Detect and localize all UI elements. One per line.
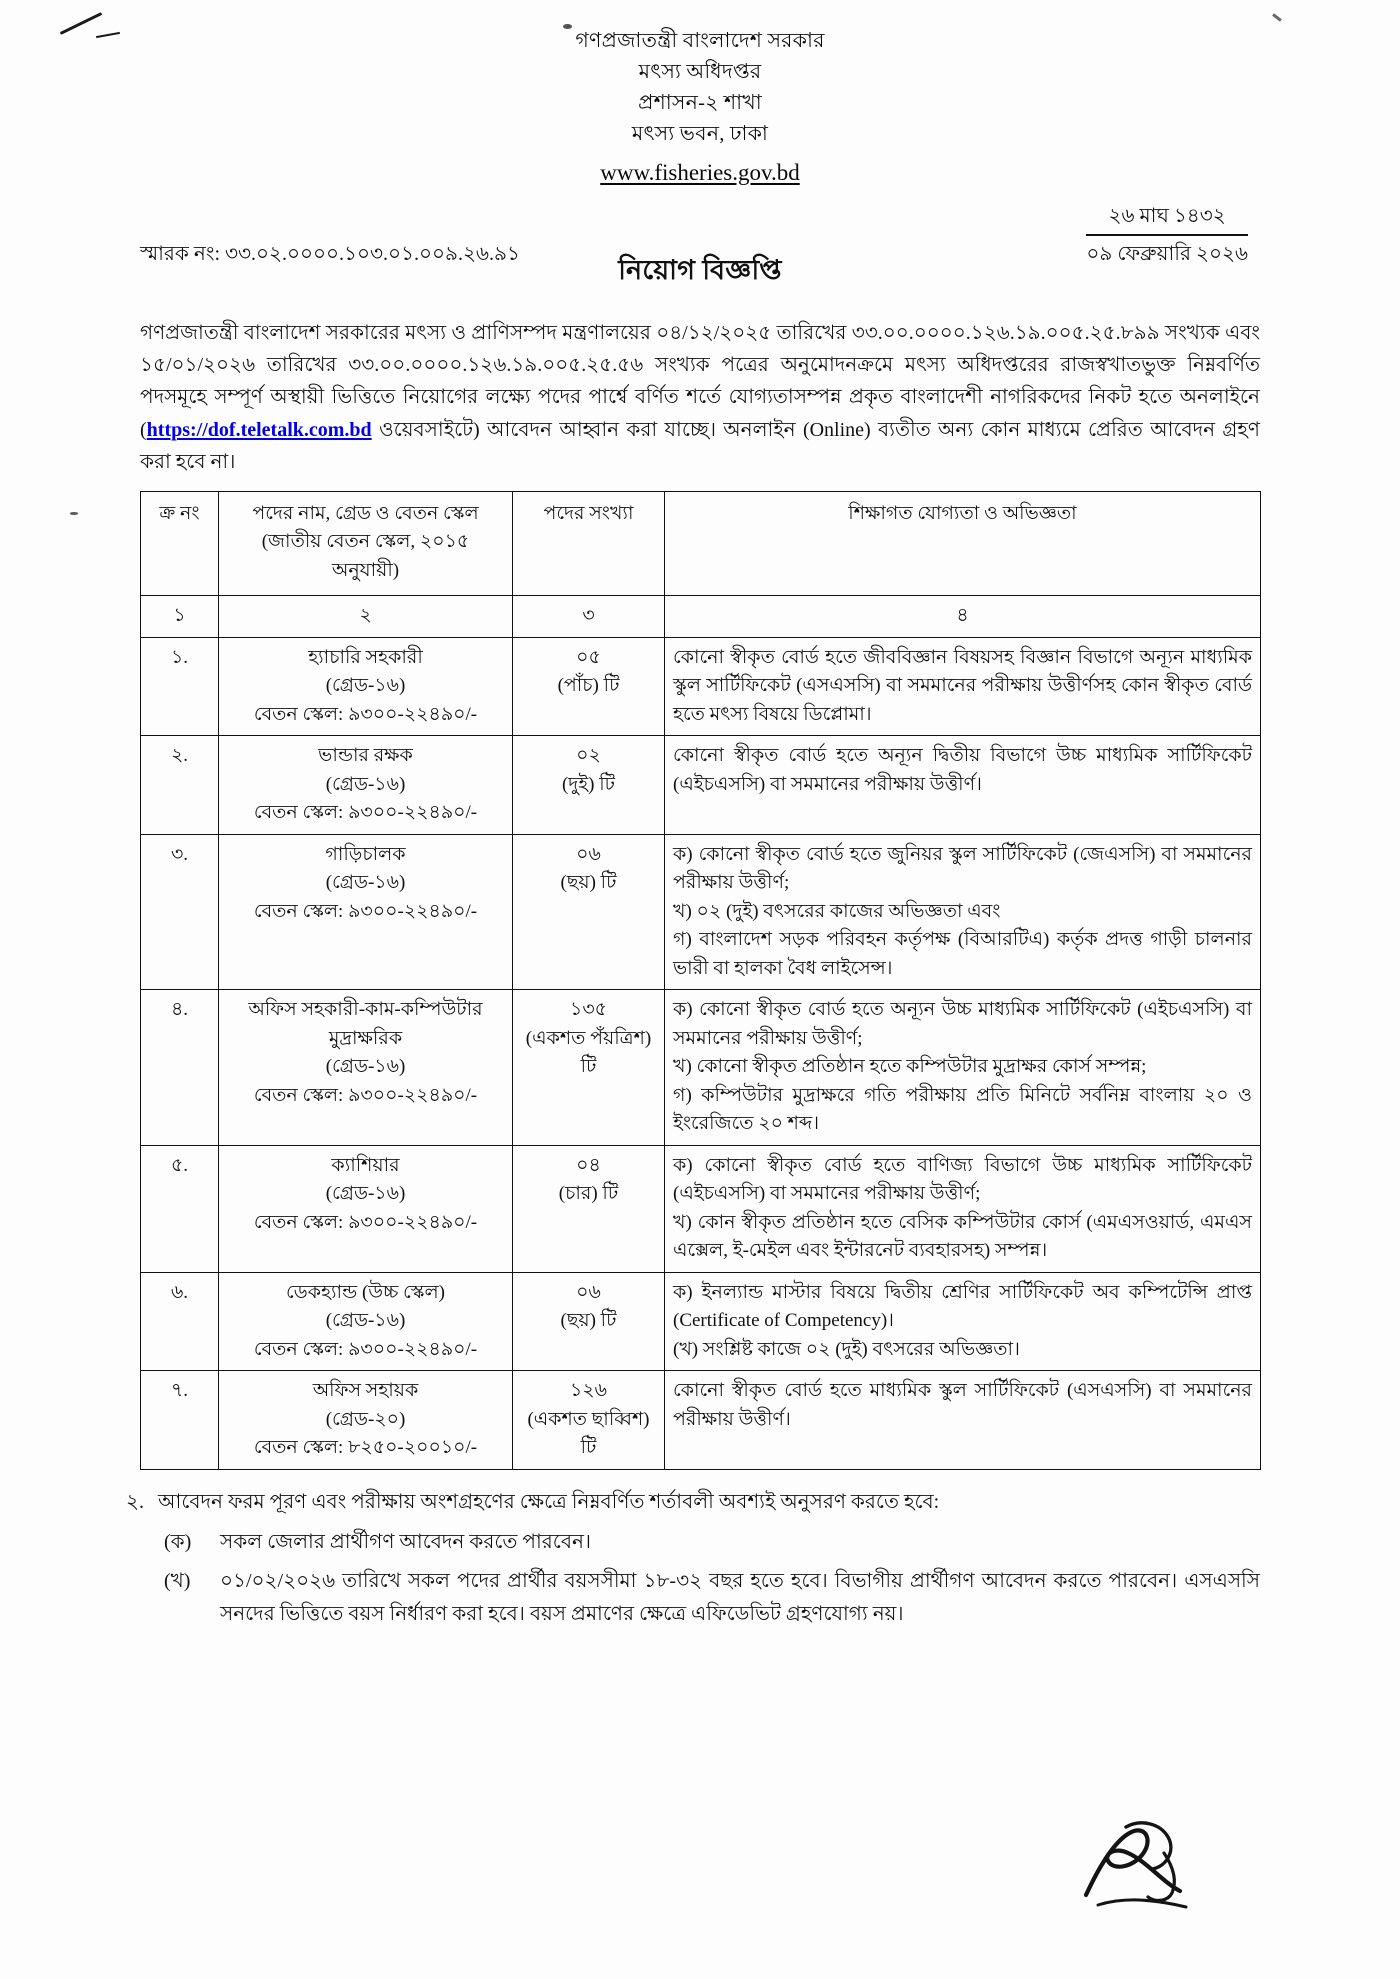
table-header-row — [141, 491, 1261, 596]
date-bangla: ২৬ মাঘ ১৪৩২ — [1086, 201, 1248, 236]
qualification-line: ক) কোনো স্বীকৃত বোর্ড হতে অন্যূন উচ্চ মাধ্যমিক সার্টিফিকেট (এইচএসসি) বা সমমানের পরীক্ষায় উত্তীর্ণ; — [673, 999, 1252, 1049]
conditions-number: ২. — [125, 1490, 144, 1513]
cell-post-details — [219, 637, 513, 736]
post-count-number: ০২ — [576, 745, 601, 767]
qualification-line: খ) ০২ (দুই) বৎসরের কাজের অভিজ্ঞতা এবং — [673, 900, 1001, 922]
office-address: মৎস্য ভবন, ঢাকা — [631, 123, 769, 146]
post-count-number: ১৩৫ — [569, 999, 607, 1021]
intro-text-part1: গণপ্রজাতন্ত্রী বাংলাদেশ সরকারের মৎস্য ও প্রাণিসম্পদ মন্ত্রণালয়ের ০৪/১২/২০২৫ তারিখের ৩৩.০০.০০০০.১২৬.১৯.০০৫.২৫.৮৯৯ সংখ্যক এবং ১৫/০১/২০২৬ তারিখের ৩৩.০০.০০০০.১২৬.১৯.০০৫.২৫.৫৬ সংখ্যক পত্রের অনুমোদনক্রমে মৎস্য অধিদপ্তরের রাজস্বখাতভুক্ত নিম্নবর্ণিত পদসমূহে সম্পূর্ণ অস্থায়ী ভিত্তিতে নিয়োগের লক্ষ্যে পদের পার্শ্বে বর্ণিত শর্তে যোগ্যতাসম্পন্ন প্রকৃত বাংলাদেশী নাগরিকদের নিকট হতে অনলাইনে — [140, 321, 1260, 409]
colnum-4: ৪ — [665, 596, 1261, 638]
header-post-line1: পদের নাম, গ্রেড ও বেতন স্কেল — [252, 502, 479, 524]
post-name-text: ভান্ডার রক্ষক — [318, 745, 413, 767]
government-name: গণপ্রজাতন্ত্রী বাংলাদেশ সরকার — [575, 30, 825, 52]
table-row — [141, 637, 1261, 736]
post-count-number: ০৬ — [576, 843, 601, 865]
cell-post-count — [513, 990, 665, 1146]
cell-post-details — [219, 736, 513, 835]
table-row — [141, 990, 1261, 1146]
qualification-line: ক) কোনো স্বীকৃত বোর্ড হতে বাণিজ্য বিভাগে উচ্চ মাধ্যমিক সার্টিফিকেট (এইচএসসি) বা সমমানের পরীক্ষায় উত্তীর্ণ; — [673, 1154, 1252, 1205]
qualification-line: খ) কোনো স্বীকৃত প্রতিষ্ঠান হতে কম্পিউটার মুদ্রাক্ষর কোর্স সম্পন্ন; — [673, 1056, 1147, 1078]
cell-qualification — [665, 990, 1261, 1146]
table-row — [141, 834, 1261, 990]
cell-post-details — [219, 990, 513, 1146]
cell-serial: ৪. — [141, 990, 219, 1146]
qualification-line: গ) বাংলাদেশ সড়ক পরিবহন কর্তৃপক্ষ (বিআরটিএ) কর্তৃক প্রদত্ত গাড়ী চালনার ভারী বা হালকা বৈধ লাইসেন্স। — [673, 929, 1252, 979]
link-close-text: ওয়েবসাইটে) — [371, 418, 480, 441]
post-name-text: অফিস সহায়ক — [312, 1380, 419, 1402]
cell-serial: ১. — [141, 637, 219, 736]
cell-post-count — [513, 1145, 665, 1272]
cell-post-details — [219, 1145, 513, 1272]
cell-post-count — [513, 834, 665, 990]
post-count-word: (চার) টি — [558, 1183, 619, 1205]
table-row — [141, 1272, 1261, 1371]
table-row — [141, 1145, 1261, 1272]
post-count-number: ০৬ — [576, 1281, 601, 1303]
header-post-count: পদের সংখ্যা — [513, 491, 665, 596]
post-count-number: ০৫ — [576, 646, 601, 668]
post-name-text: গাড়িচালক — [325, 843, 406, 865]
memo-number: স্মারক নং: ৩৩.০২.০০০০.১০৩.০১.০০৯.২৬.৯১ — [140, 242, 520, 265]
post-scale-text: বেতন স্কেল: ৯৩০০-২২৪৯০/- — [253, 802, 478, 824]
cell-qualification — [665, 736, 1261, 835]
condition-text: সকল জেলার প্রার্থীগণ আবেদন করতে পারবেন। — [220, 1530, 592, 1553]
colnum-2: ২ — [219, 596, 513, 638]
department-name: মৎস্য অধিদপ্তর — [638, 61, 762, 84]
post-grade-text: (গ্রেড-২০) — [325, 1408, 406, 1430]
cell-post-details — [219, 1272, 513, 1371]
post-scale-text: বেতন স্কেল: ৯৩০০-২২৪৯০/- — [253, 1084, 478, 1106]
qualification-line: কোনো স্বীকৃত বোর্ড হতে অন্যূন দ্বিতীয় বিভাগে উচ্চ মাধ্যমিক সার্টিফিকেট (এইচএসসি) বা সমমানের পরীক্ষায় উত্তীর্ণ। — [673, 745, 1252, 795]
post-count-word: (ছয়) টি — [560, 872, 617, 894]
post-count-word: (একশত পঁয়ত্রিশ) টি — [525, 1027, 652, 1078]
job-rows-body — [141, 637, 1261, 1469]
cell-qualification — [665, 834, 1261, 990]
post-scale-text: বেতন স্কেল: ৯৩০০-২২৪৯০/- — [253, 1338, 478, 1360]
cell-serial: ২. — [141, 736, 219, 835]
conditions-heading: আবেদন ফরম পূরণ এবং পরীক্ষায় অংশগ্রহণের ক্ষেত্রে নিম্নবর্ণিত শর্তাবলী অবশ্যই অনুসরণ করতে হবে: — [158, 1490, 940, 1513]
table-row — [141, 1371, 1261, 1470]
post-count-number: ১২৬ — [569, 1380, 608, 1402]
cell-post-details — [219, 1371, 513, 1470]
page-title: নিয়োগ বিজ্ঞপ্তি — [618, 254, 782, 285]
application-portal-link[interactable]: https://dof.teletalk.com.bd — [146, 418, 372, 441]
qualification-line: কোনো স্বীকৃত বোর্ড হতে জীববিজ্ঞান বিষয়সহ বিজ্ঞান বিভাগে অন্যূন মাধ্যমিক স্কুল সার্টিফিকেট (এসএসসি) বা সমমানের পরীক্ষায় উত্তীর্ণসহ কোন স্বীকৃত বোর্ড হতে মৎস্য বিষয়ে ডিপ্লোমা। — [673, 646, 1252, 725]
cell-serial: ৫. — [141, 1145, 219, 1272]
link-open-paren: ( — [140, 418, 147, 441]
post-grade-text: (গ্রেড-১৬) — [325, 1183, 406, 1205]
scan-artifact-mark — [1272, 13, 1282, 22]
qualification-line: খ) কোন স্বীকৃত প্রতিষ্ঠান হতে বেসিক কম্পিউটার কোর্স (এমএসওয়ার্ড, এমএস এক্সেল, ই-মেইল এবং ইন্টারনেট ব্যবহারসহ) সম্পন্ন। — [673, 1211, 1252, 1262]
table-row — [141, 736, 1261, 835]
header-qualification: শিক্ষাগত যোগ্যতা ও অভিজ্ঞতা — [665, 491, 1261, 596]
colnum-3: ৩ — [513, 596, 665, 638]
post-count-number: ০৪ — [576, 1154, 601, 1176]
header-post-line2: (জাতীয় বেতন স্কেল, ২০১৫ — [261, 531, 470, 553]
cell-qualification — [665, 1145, 1261, 1272]
cell-post-details — [219, 834, 513, 990]
cell-qualification — [665, 1272, 1261, 1371]
post-grade-text: (গ্রেড-১৬) — [325, 1056, 406, 1078]
post-name-text: অফিস সহকারী-কাম-কম্পিউটার মুদ্রাক্ষরিক — [248, 999, 483, 1049]
conditions-heading-row — [118, 1486, 1260, 1518]
column-number-row — [141, 596, 1261, 638]
scan-artifact-mark — [70, 512, 78, 515]
post-scale-text: বেতন স্কেল: ৯৩০০-২২৪৯০/- — [253, 703, 478, 725]
post-grade-text: (গ্রেড-১৬) — [325, 1310, 406, 1332]
cell-post-count — [513, 1272, 665, 1371]
post-count-word: (ছয়) টি — [560, 1310, 617, 1332]
cell-post-count — [513, 736, 665, 835]
condition-label: (ক) — [164, 1530, 192, 1553]
website-link[interactable]: www.fisheries.gov.bd — [600, 159, 800, 185]
post-scale-text: বেতন স্কেল: ৮২৫০-২০০১০/- — [253, 1437, 478, 1459]
conditions-sub-list — [164, 1526, 1260, 1630]
post-scale-text: বেতন স্কেল: ৯৩০০-২২৪৯০/- — [253, 1211, 478, 1233]
condition-item — [164, 1526, 1260, 1558]
scan-artifact-mark — [563, 24, 572, 29]
cell-serial: ৩. — [141, 834, 219, 990]
qualification-line: ক) কোনো স্বীকৃত বোর্ড হতে জুনিয়র স্কুল সার্টিফিকেট (জেএসসি) বা সমমানের পরীক্ষায় উত্তীর্ণ; — [673, 843, 1252, 894]
online-latin-label: (Online) — [802, 418, 871, 441]
cell-serial: ৭. — [141, 1371, 219, 1470]
date-gregorian: ০৯ ফেব্রুয়ারি ২০২৬ — [1086, 242, 1248, 265]
header-post-details — [219, 491, 513, 596]
header-post-line3: অনুযায়ী) — [331, 559, 400, 581]
header-serial: ক্র নং — [141, 491, 219, 596]
post-count-word: (একশত ছাব্বিশ) টি — [527, 1408, 650, 1459]
cell-qualification — [665, 1371, 1261, 1470]
condition-item — [164, 1565, 1260, 1630]
intro-text-part3: ব্যতীত অন্য কোন মাধ্যমে প্রেরিত আবেদন গ্রহণ করা হবে না। — [140, 418, 1260, 474]
post-grade-text: (গ্রেড-১৬) — [325, 872, 406, 894]
condition-text: ০১/০২/২০২৬ তারিখে সকল পদের প্রার্থীর বয়সসীমা ১৮-৩২ বছর হতে হবে। বিভাগীয় প্রার্থীগণ আবেদন করতে পারবেন। এসএসসি সনদের ভিত্তিতে বয়স নির্ধারণ করা হবে। বয়স প্রমাণের ক্ষেত্রে এফিডেভিট গ্রহণযোগ্য নয়। — [220, 1570, 1260, 1625]
job-posts-table — [140, 491, 1261, 1470]
branch-name: প্রশাসন-২ শাখা — [638, 92, 762, 115]
post-name-text: হ্যাচারি সহকারী — [308, 646, 423, 668]
intro-paragraph — [140, 317, 1260, 479]
signature-mark — [1068, 1809, 1218, 1919]
letterhead — [0, 26, 1400, 191]
condition-label: (খ) — [164, 1570, 191, 1593]
memo-date-row — [0, 204, 1400, 272]
cell-serial: ৬. — [141, 1272, 219, 1371]
qualification-line: গ) কম্পিউটার মুদ্রাক্ষরে গতি পরীক্ষায় প্রতি মিনিটে সর্বনিম্ন বাংলায় ২০ ও ইংরেজিতে ২০ শব্দ। — [673, 1084, 1252, 1135]
intro-text-part2: আবেদন আহ্বান করা যাচ্ছে। অনলাইন — [479, 418, 803, 441]
colnum-1: ১ — [141, 596, 219, 638]
cell-post-count — [513, 637, 665, 736]
cell-post-count — [513, 1371, 665, 1470]
qualification-line: (খ) সংশ্লিষ্ট কাজে ০২ (দুই) বৎসরের অভিজ্ঞতা। — [673, 1338, 1020, 1360]
date-block — [1086, 201, 1248, 270]
post-scale-text: বেতন স্কেল: ৯৩০০-২২৪৯০/- — [253, 900, 478, 922]
post-name-text: ক্যাশিয়ার — [331, 1154, 400, 1176]
qualification-line: কোনো স্বীকৃত বোর্ড হতে মাধ্যমিক স্কুল সার্টিফিকেট (এসএসসি) বা সমমানের পরীক্ষায় উত্তীর্ণ। — [673, 1380, 1252, 1430]
post-name-text: ডেকহ্যান্ড (উচ্চ স্কেল) — [286, 1281, 445, 1303]
post-grade-text: (গ্রেড-১৬) — [325, 675, 406, 697]
conditions-section — [118, 1486, 1260, 1631]
cell-qualification — [665, 637, 1261, 736]
post-grade-text: (গ্রেড-১৬) — [325, 773, 406, 795]
post-count-word: (পাঁচ) টি — [557, 675, 620, 697]
post-count-word: (দুই) টি — [561, 773, 616, 795]
qualification-line: ক) ইনল্যান্ড মাস্টার বিষয়ে দ্বিতীয় শ্রেণির সার্টিফিকেট অব কম্পিটেন্সি প্রাপ্ত (Certificate of Competency)। — [673, 1281, 1252, 1332]
